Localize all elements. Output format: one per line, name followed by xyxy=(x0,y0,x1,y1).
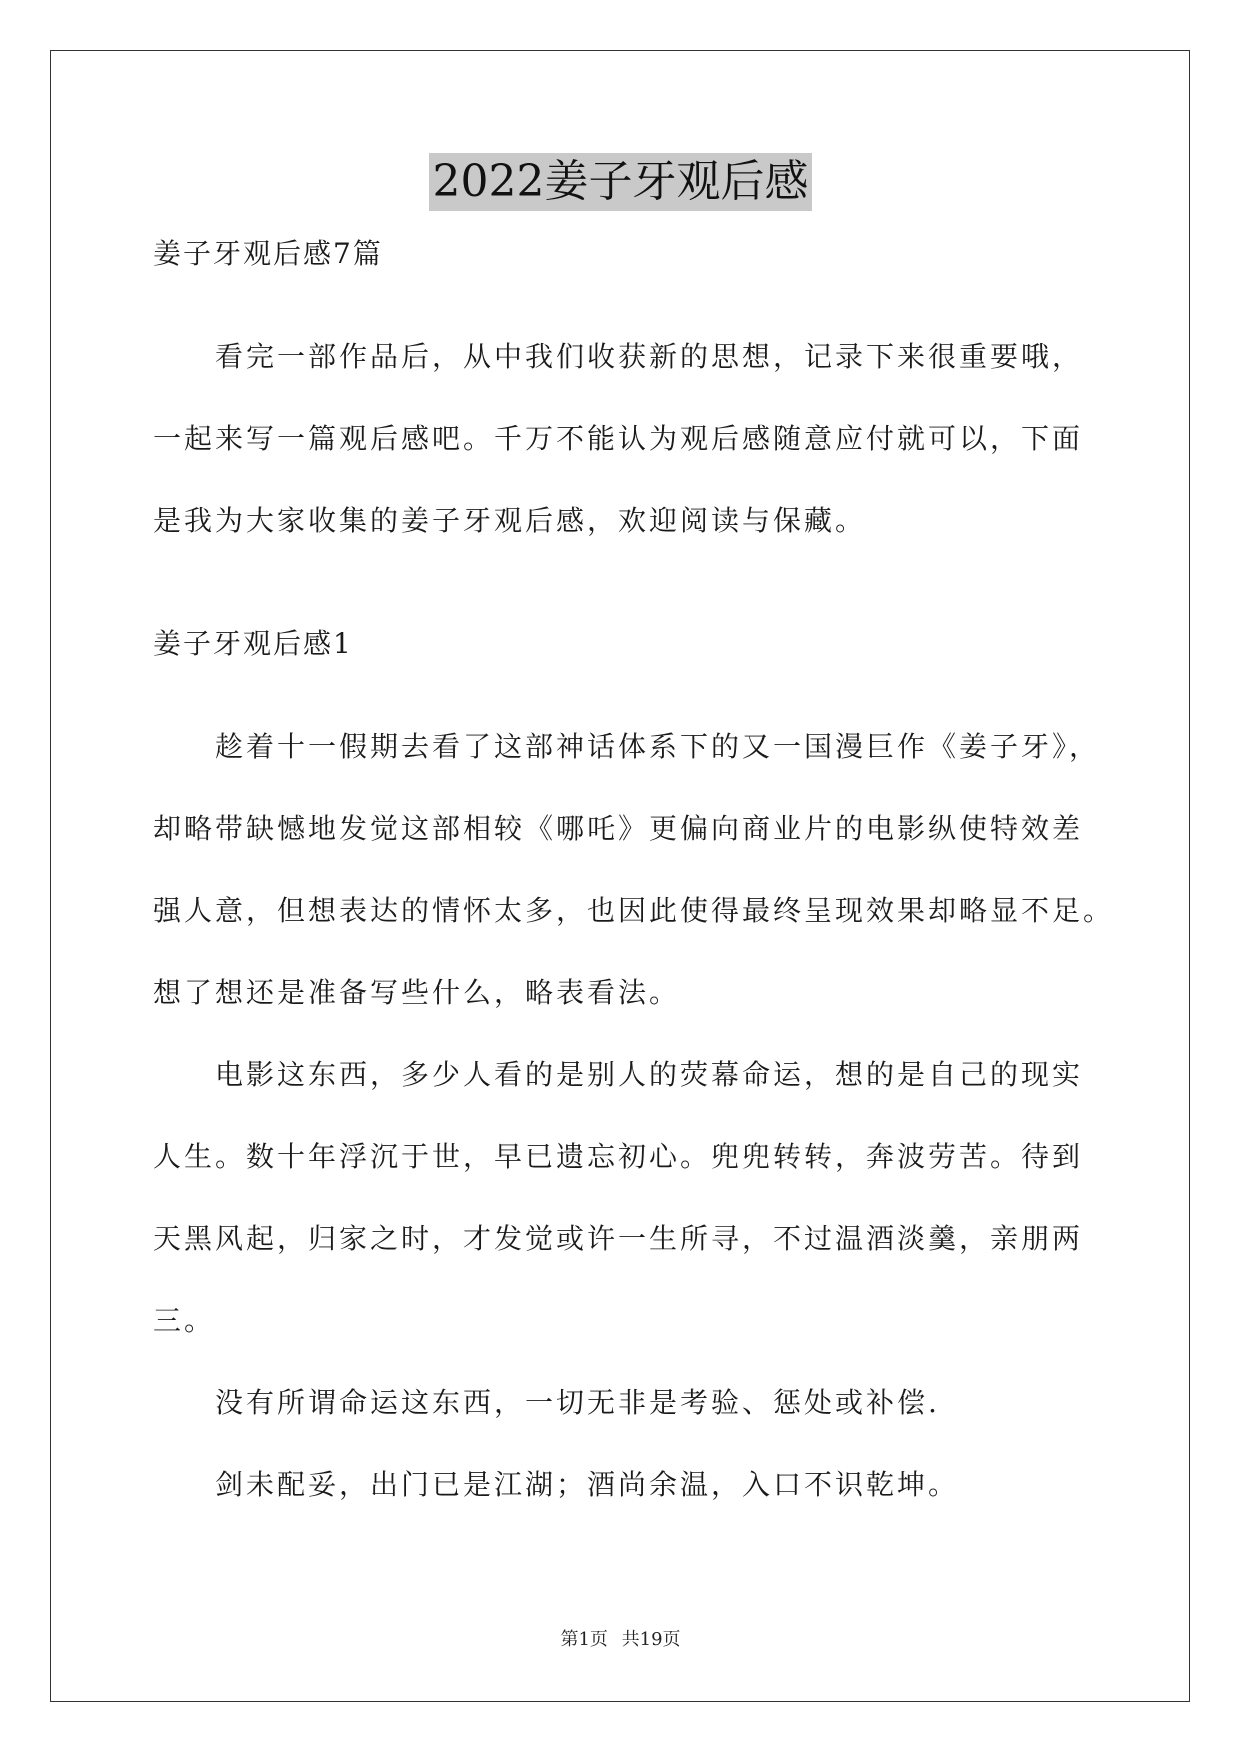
paragraph-1 xyxy=(153,706,1115,1034)
document-title: 2022姜子牙观后感 xyxy=(429,153,813,211)
document-body xyxy=(153,232,1115,1526)
paragraph-line: 一起来写一篇观后感吧。千万不能认为观后感随意应付就可以，下面 xyxy=(153,422,1084,455)
paragraph-line: 趁着十一假期去看了这部神话体系下的又一国漫巨作《姜子牙》， xyxy=(215,730,1101,763)
title-container xyxy=(0,153,1241,211)
paragraph-line: 想了想还是准备写些什么，略表看法。 xyxy=(153,976,681,1009)
paragraph-line: 是我为大家收集的姜子牙观后感，欢迎阅读与保藏。 xyxy=(153,504,867,537)
paragraph-2 xyxy=(153,1034,1088,1362)
page-footer xyxy=(0,1625,1241,1651)
total-pages: 共19页 xyxy=(621,1629,681,1650)
document-subtitle: 姜子牙观后感7篇 xyxy=(153,237,383,270)
paragraph-line: 却略带缺憾地发觉这部相较《哪吒》更偏向商业片的电影纵使特效差 xyxy=(153,812,1084,845)
paragraph-line: 剑未配妥，出门已是江湖；酒尚余温，入口不识乾坤。 xyxy=(215,1468,960,1501)
paragraph-line: 没有所谓命运这东西，一切无非是考验、惩处或补偿. xyxy=(215,1386,940,1419)
paragraph-line: 强人意，但想表达的情怀太多，也因此使得最终呈现效果却略显不足。 xyxy=(153,894,1115,927)
paragraph-line: 三。 xyxy=(153,1304,216,1337)
paragraph-4 xyxy=(153,1444,1088,1526)
paragraph-3 xyxy=(153,1362,1088,1444)
paragraph-line: 人生。数十年浮沉于世，早已遗忘初心。兜兜转转，奔波劳苦。待到 xyxy=(153,1140,1084,1173)
paragraph-line: 天黑风起，归家之时，才发觉或许一生所寻，不过温酒淡羹，亲朋两 xyxy=(153,1222,1084,1255)
paragraph-line: 看完一部作品后，从中我们收获新的思想，记录下来很重要哦， xyxy=(215,340,1084,373)
section-heading: 姜子牙观后感1 xyxy=(153,627,353,660)
intro-paragraph xyxy=(153,316,1088,562)
paragraph-line: 电影这东西，多少人看的是别人的荧幕命运，想的是自己的现实 xyxy=(215,1058,1084,1091)
page-number: 第1页 xyxy=(560,1629,608,1650)
